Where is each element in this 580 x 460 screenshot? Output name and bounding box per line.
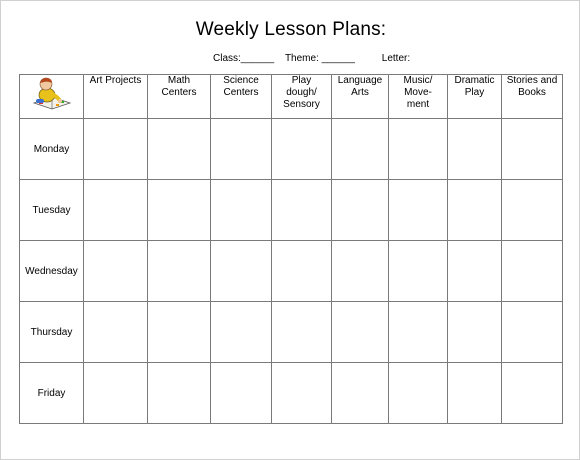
- column-header: Music/ Move- ment: [389, 75, 448, 119]
- plan-cell[interactable]: [332, 302, 389, 363]
- plan-cell[interactable]: [211, 302, 272, 363]
- table-row: [20, 119, 563, 180]
- plan-cell[interactable]: [448, 119, 502, 180]
- table-row: [20, 363, 563, 424]
- child-reading-book-icon: [30, 75, 74, 113]
- column-header: Dramatic Play: [448, 75, 502, 119]
- plan-cell[interactable]: [84, 363, 148, 424]
- column-header: Math Centers: [148, 75, 211, 119]
- plan-cell[interactable]: [211, 241, 272, 302]
- plan-cell[interactable]: [148, 363, 211, 424]
- plan-cell[interactable]: [211, 119, 272, 180]
- plan-cell[interactable]: [84, 302, 148, 363]
- plan-cell[interactable]: [272, 180, 332, 241]
- plan-cell[interactable]: [448, 180, 502, 241]
- plan-cell[interactable]: [502, 119, 563, 180]
- plan-cell[interactable]: [272, 241, 332, 302]
- plan-cell[interactable]: [84, 180, 148, 241]
- plan-cell[interactable]: [148, 302, 211, 363]
- plan-cell[interactable]: [272, 119, 332, 180]
- column-header: Language Arts: [332, 75, 389, 119]
- plan-cell[interactable]: [389, 363, 448, 424]
- plan-cell[interactable]: [148, 119, 211, 180]
- theme-field: Theme: ______: [284, 53, 355, 64]
- column-header: Science Centers: [211, 75, 272, 119]
- plan-cell[interactable]: [448, 302, 502, 363]
- plan-cell[interactable]: [389, 180, 448, 241]
- table-row: [20, 180, 563, 241]
- plan-cell[interactable]: [272, 363, 332, 424]
- letter-field: Letter:: [381, 53, 411, 64]
- plan-cell[interactable]: [502, 302, 563, 363]
- plan-cell[interactable]: [389, 302, 448, 363]
- class-field: Class:______: [213, 53, 275, 64]
- plan-cell[interactable]: [448, 363, 502, 424]
- header-row: [20, 75, 563, 119]
- page-title: Weekly Lesson Plans:: [195, 19, 387, 40]
- plan-cell[interactable]: [332, 119, 389, 180]
- plan-cell[interactable]: [211, 180, 272, 241]
- plan-cell[interactable]: [448, 241, 502, 302]
- plan-cell[interactable]: [389, 241, 448, 302]
- column-header: Stories and Books: [502, 75, 563, 119]
- day-label: Monday: [20, 119, 84, 180]
- plan-cell[interactable]: [332, 180, 389, 241]
- day-label: Friday: [20, 363, 84, 424]
- plan-cell[interactable]: [148, 180, 211, 241]
- plan-cell[interactable]: [332, 241, 389, 302]
- table-row: [20, 241, 563, 302]
- day-label: Thursday: [20, 302, 84, 363]
- corner-cell: [20, 75, 84, 119]
- header-fields: [213, 53, 410, 64]
- day-label: Wednesday: [20, 241, 84, 302]
- plan-cell[interactable]: [502, 363, 563, 424]
- day-label: Tuesday: [20, 180, 84, 241]
- plan-cell[interactable]: [332, 363, 389, 424]
- plan-cell[interactable]: [502, 180, 563, 241]
- plan-cell[interactable]: [272, 302, 332, 363]
- plan-cell[interactable]: [84, 241, 148, 302]
- lesson-plan-table: [19, 74, 563, 424]
- plan-cell[interactable]: [148, 241, 211, 302]
- table-row: [20, 302, 563, 363]
- plan-cell[interactable]: [211, 363, 272, 424]
- plan-cell[interactable]: [84, 119, 148, 180]
- plan-cell[interactable]: [502, 241, 563, 302]
- column-header: Art Projects: [84, 75, 148, 119]
- plan-cell[interactable]: [389, 119, 448, 180]
- column-header: Play dough/ Sensory: [272, 75, 332, 119]
